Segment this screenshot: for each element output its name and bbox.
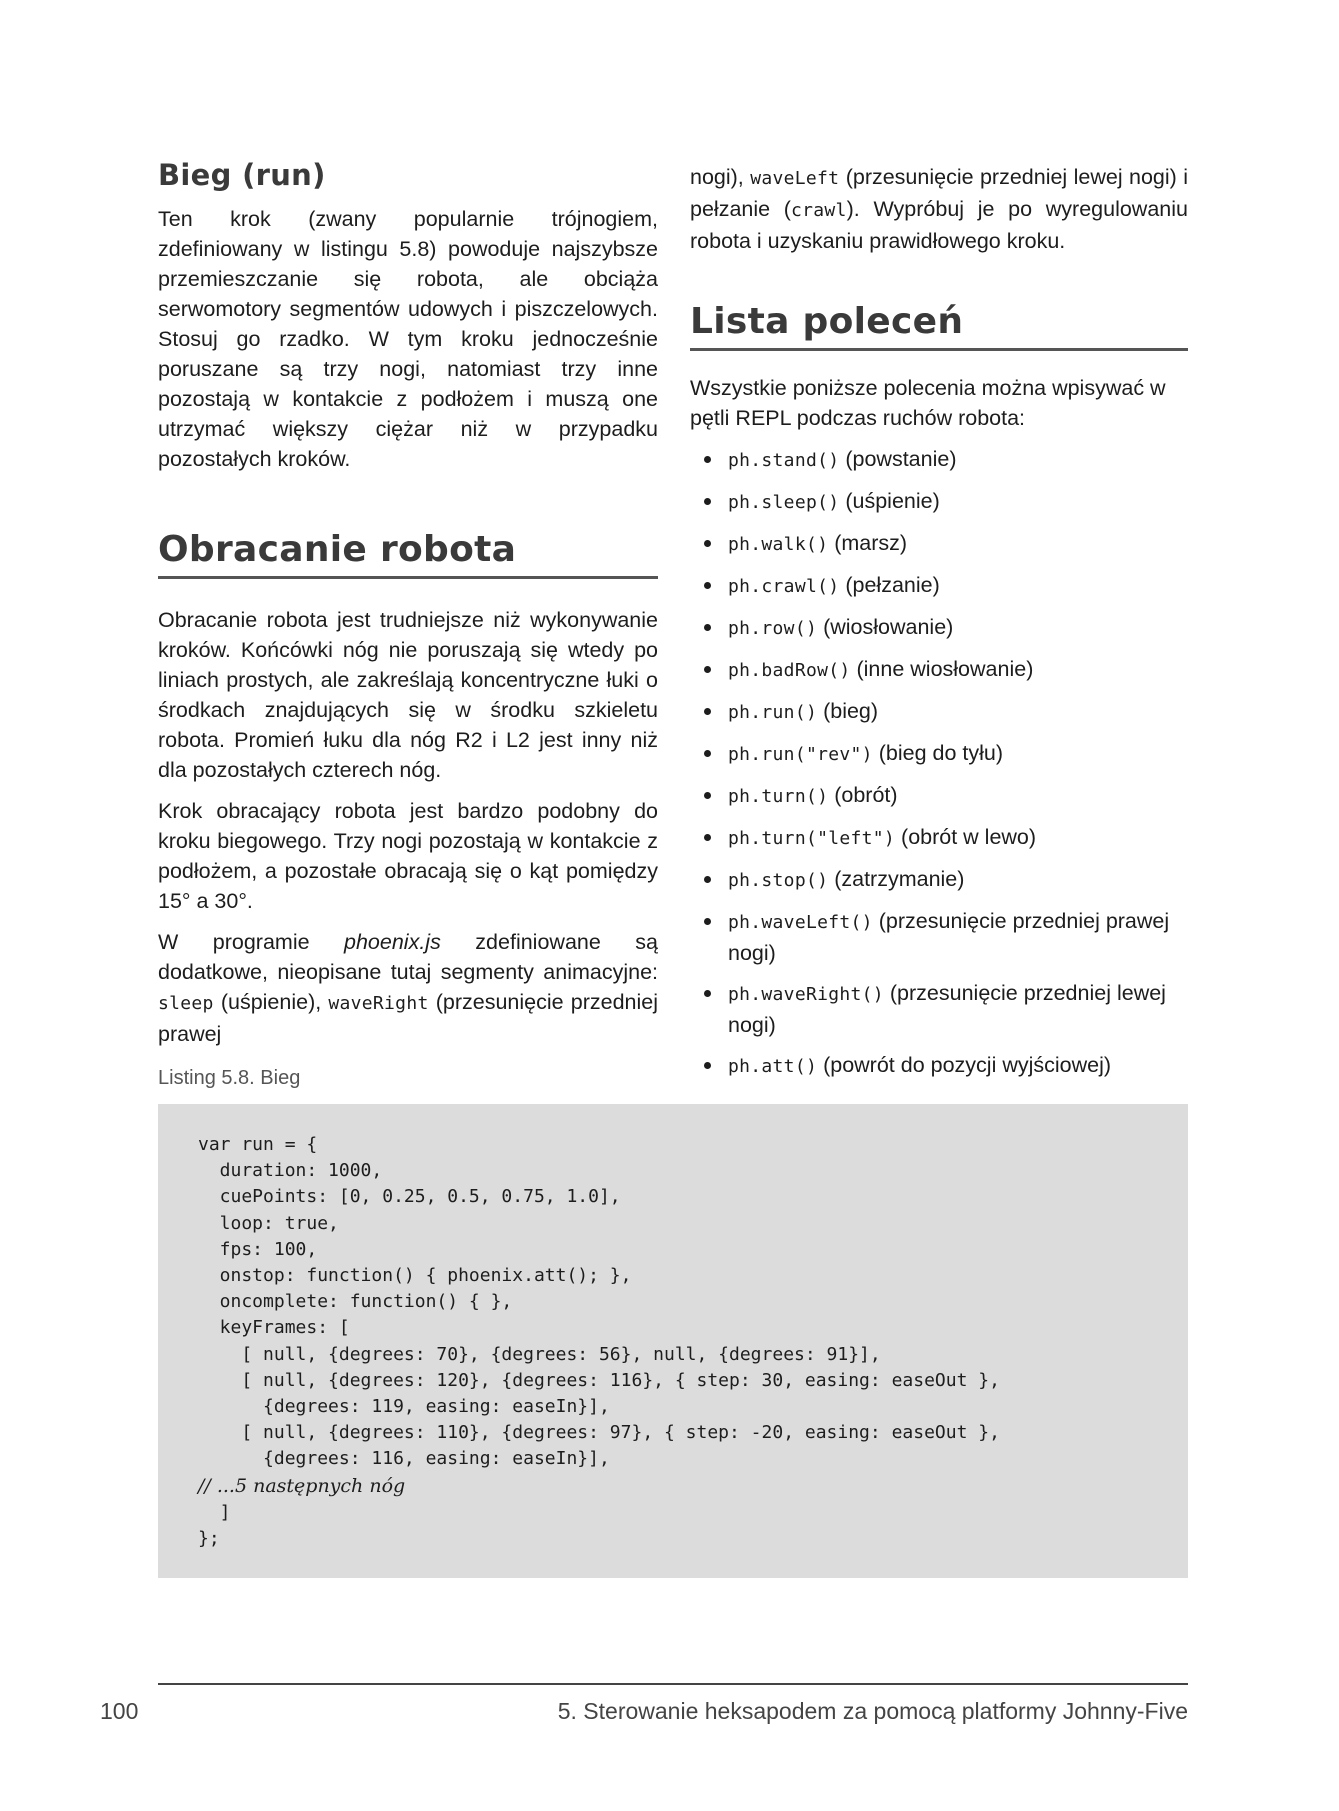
command-code: ph.walk() — [728, 534, 829, 555]
command-description: (pełzanie) — [839, 573, 940, 597]
command-code: ph.att() — [728, 1056, 818, 1077]
section-heading-turning: Obracanie robota — [158, 529, 658, 579]
command-item — [690, 696, 1188, 728]
listing-caption: Listing 5.8. Bieg — [158, 1067, 301, 1089]
command-code: ph.waveRight() — [728, 984, 884, 1005]
commands-intro: Wszystkie poniższe polecenia można wpisywać w pętli REPL podczas ruchów robota: — [690, 376, 1166, 430]
command-description: (obrót) — [828, 783, 898, 807]
page-number: 100 — [100, 1698, 139, 1724]
command-description: (bieg do tyłu) — [872, 741, 1004, 765]
command-code: ph.run() — [728, 702, 818, 723]
command-code: ph.crawl() — [728, 576, 840, 597]
command-description: (przesunięcie przedniej lewej nogi) — [728, 981, 1166, 1037]
command-code: ph.badRow() — [728, 660, 851, 681]
filename: phoenix.js — [344, 930, 441, 954]
command-code: ph.turn() — [728, 786, 829, 807]
command-description: (marsz) — [828, 531, 908, 555]
command-code: ph.sleep() — [728, 492, 840, 513]
command-item — [690, 978, 1188, 1040]
inline-code: crawl — [790, 200, 847, 221]
code-comment: // ...5 następnych nóg — [198, 1474, 406, 1497]
command-description: (inne wiosłowanie) — [850, 657, 1034, 681]
turning-paragraph-3: W programie phoenix.js zdefiniowane są dodatkowe, nieopisane tutaj segmenty animacyjne: sleep (uśpienie), waveRight (przesunięcie przedniej prawej — [158, 930, 658, 1046]
command-description: (wiosłowanie) — [817, 615, 954, 639]
command-description: (powrót do pozycji wyjściowej) — [817, 1053, 1112, 1077]
command-code: ph.run("rev") — [728, 744, 873, 765]
inline-code: waveRight — [328, 993, 429, 1014]
code-listing — [158, 1104, 1188, 1578]
command-code: ph.row() — [728, 618, 818, 639]
command-code: ph.stand() — [728, 450, 840, 471]
chapter-title: 5. Sterowanie heksapodem za pomocą platformy Johnny-Five — [557, 1698, 1188, 1724]
command-description: (uśpienie) — [839, 489, 940, 513]
command-code: ph.stop() — [728, 870, 829, 891]
run-paragraph: Ten krok (zwany popularnie trójnogiem, zdefiniowany w listingu 5.8) powoduje najszybsze przemieszczanie się robota, ale obciąża serwomotory segmentów udowych i piszczelowych. Stosuj go rzadko. W tym kroku jednocześnie poruszane są trzy nogi, natomiast trzy inne pozostają w kontakcie z podłożem i muszą one utrzymać większy ciężar niż w przypadku pozostałych kroków. — [158, 207, 658, 471]
code-text: var run = { duration: 1000, cuePoints: [0, 0.25, 0.5, 0.75, 1.0], loop: true, fps: 100, onstop: function() { phoenix.att(); }, oncomplete: function() { }, keyFrames: [ [ null, {degrees: 70}, {degrees: 56}, null, {degrees: 91}], [ null, {degrees: 120}, {degrees: 116}, { step: 30, easing: easeOut }, {degrees: 119, easing: easeIn}], [ null, {degrees: 110}, {degrees: 97}, { step: -20, easing: easeOut }, {degrees: 116, easing: easeIn}], — [198, 1134, 1000, 1470]
command-description: (bieg) — [817, 699, 879, 723]
command-item — [690, 570, 1188, 602]
code-text-end: ] }; — [198, 1501, 231, 1550]
command-code: ph.waveLeft() — [728, 912, 873, 933]
inline-code: waveLeft — [750, 168, 840, 189]
command-item — [690, 822, 1188, 854]
turning-paragraph-1: Obracanie robota jest trudniejsze niż wykonywanie kroków. Końcówki nóg nie poruszają się wtedy po liniach prostych, ale zakreślają koncentryczne łuki o środkach znajdujących się w środku szkieletu robota. Promień łuku dla nóg R2 i L2 jest inny niż dla pozostałych czterech nóg. — [158, 608, 658, 782]
footer-rule — [158, 1683, 1188, 1685]
command-item — [690, 780, 1188, 812]
command-description: (obrót w lewo) — [895, 825, 1037, 849]
section-heading-commands: Lista poleceń — [690, 301, 1188, 351]
inline-code: sleep — [158, 993, 214, 1014]
command-item — [690, 486, 1188, 518]
turning-paragraph-2: Krok obracający robota jest bardzo podobny do kroku biegowego. Trzy nogi pozostają w kontakcie z podłożem, a pozostałe obracają się o kąt pomiędzy 15° a 30°. — [158, 799, 658, 913]
command-description: (zatrzymanie) — [828, 867, 965, 891]
command-item — [690, 738, 1188, 770]
command-item — [690, 528, 1188, 560]
section-heading-run: Bieg (run) — [158, 158, 326, 192]
continuation-paragraph: nogi), waveLeft (przesunięcie przedniej lewej nogi) i pełzanie (crawl). Wypróbuj je po wyregulowaniu robota i uzyskaniu prawidłowego kroku. — [690, 165, 1188, 253]
command-description: (powstanie) — [839, 447, 957, 471]
command-description: (przesunięcie przedniej prawej nogi) — [728, 909, 1170, 965]
left-column — [158, 158, 658, 1060]
command-item — [690, 612, 1188, 644]
right-column — [690, 162, 1188, 1092]
command-item — [690, 654, 1188, 686]
command-item — [690, 864, 1188, 896]
command-item — [690, 1050, 1188, 1082]
command-list — [690, 444, 1188, 1082]
command-item — [690, 444, 1188, 476]
command-item — [690, 906, 1188, 968]
command-code: ph.turn("left") — [728, 828, 896, 849]
